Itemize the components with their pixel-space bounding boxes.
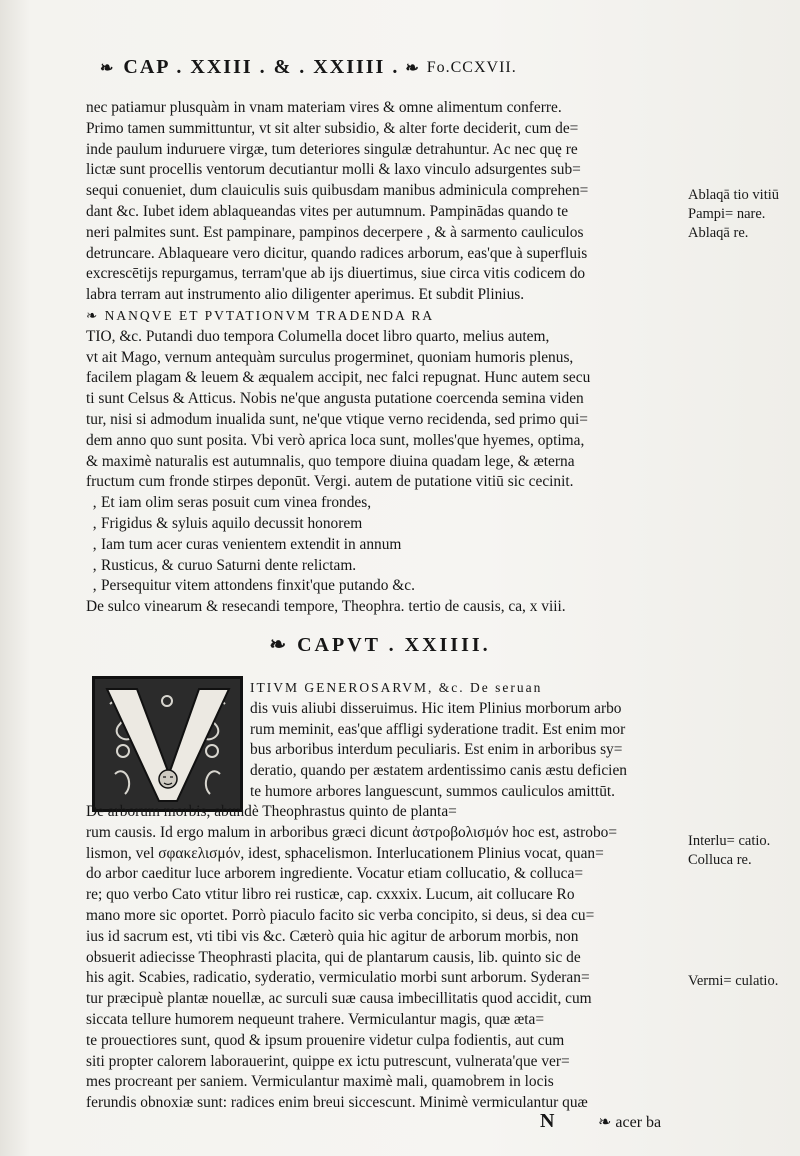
- text-line: excrescētijs repurgamus, terram'que ab ijs diuertimus, siue circa vitis codicem do: [86, 265, 586, 283]
- text-line: bus arboribus interdum peculiaris. Est enim in arboribus sy=: [250, 741, 623, 759]
- text-line: mano more sic oportet. Porrò piaculo facito sic verba concipito, si deus, si dea cu=: [86, 906, 595, 924]
- text-line: ‚ Iam tum acer curas venientem extendit in annum: [92, 535, 402, 553]
- text-line: lismon, vel σφακελισμόν, idest, sphacelismon. Interlucationem Plinius vocat, quan=: [86, 844, 604, 862]
- text-block-chapter-24-opening: [250, 678, 678, 803]
- text-line: ti sunt Celsus & Atticus. Nobis ne'que angusta putatione coercenda semina viden: [86, 390, 584, 408]
- decorated-initial-v: [92, 676, 243, 812]
- text-line: nec patiamur plusquàm in vnam materiam vires & omne alimentum conferre.: [86, 99, 562, 116]
- text-line: ITIVM GENEROSARVM, &c. De seruan: [250, 680, 543, 695]
- text-line: ‚ Et iam olim seras posuit cum vinea frondes,: [92, 494, 372, 512]
- marginal-note-interlucatio: Interlu= catio. Colluca re.: [688, 833, 771, 868]
- text-line: Primo tamen summittuntur, vt sit alter subsidio, & alter forte deciderit, cum de=: [86, 119, 579, 137]
- chapter-fleuron: ❧: [269, 634, 290, 656]
- initial-v-woodcut: [95, 679, 240, 809]
- text-line: deratio, quando per æstatem ardentissimo canis æstu deficien: [250, 762, 627, 780]
- text-line: ‚ Frigidus & syluis aquilo decussit honorem: [92, 514, 363, 532]
- text-line: sequi conueniet, dum clauiculis suis quibusdam manibus adminicula comprehen=: [86, 182, 589, 200]
- text-line: do arbor caeditur luce arborem ingrediente. Vocatur etiam collucatio, & colluca=: [86, 865, 583, 883]
- text-line: De sulco vinearum & resecandi tempore, Theophra. tertio de causis, ca, x viii.: [86, 598, 566, 616]
- text-line: tur, nisi si admodum inualida sunt, ne'que vtique verno recidenda, sed primo qui=: [86, 410, 588, 428]
- text-line: te humore arbores languescunt, summos cauliculos amittūt.: [250, 782, 616, 800]
- chapter-heading: [100, 632, 660, 657]
- header-title: CAP . XXIII . & . XXIIII .: [123, 56, 400, 78]
- text-line: his agit. Scabies, radicatio, syderatio, vermiculatio morbi sunt arborum. Syderan=: [86, 969, 590, 987]
- text-line: te prouectiores sunt, quod & ipsum prouenire videtur culpa fodientis, aut cum: [86, 1031, 565, 1049]
- marginal-note-vermiculatio: Vermi= culatio.: [688, 973, 779, 989]
- text-line: ‚ Persequitur vitem attondens finxit'que putando &c.: [92, 577, 415, 595]
- text-line: facilem plagam & leuem & æqualem accipit, nec falci repugnat. Hunc autem secu: [86, 369, 591, 387]
- signature-mark: N: [540, 1110, 555, 1132]
- text-block-chapter-24: [86, 802, 678, 1114]
- running-header: [100, 56, 690, 79]
- text-block-chapter-23: [86, 98, 678, 618]
- text-line: obsuerit adiecisse Theophrasti placita, qui de plantarum causis, lib. quinto sic de: [86, 948, 581, 966]
- text-line: lictæ sunt procellis ventorum decutiantur molli & laxo vinculo adsurgentes sub=: [86, 161, 581, 179]
- catchword: [598, 1112, 661, 1132]
- text-line: detruncare. Ablaqueare vero dicitur, quando radices arborum, eas'que à superfluis: [86, 244, 588, 262]
- marginal-note-ablaqueatio: Ablaqā tio vitiū Pampi= nare. Ablaqā re.: [688, 187, 780, 241]
- text-line: siccata tellure humorem nequeunt trahere. Vermiculantur magis, quæ æta=: [86, 1010, 544, 1028]
- catchword-text: acer ba: [615, 1114, 662, 1131]
- text-line: ius id sacrum est, vti tibi vis &c. Cæterò quia hic agitur de arborum morbis, non: [86, 927, 579, 945]
- text-line: rum causis. Id ergo malum in arboribus græci dicunt ἀστροβολισμόν hoc est, astrobo=: [86, 823, 618, 841]
- text-line: tur præcipuè plantæ nouellæ, ac surculi suæ causa imbecillitatis quod accidit, cum: [86, 990, 592, 1008]
- text-line: neri palmites sunt. Est pampinare, pampinos decerpere , & à sarmento cauliculos: [86, 223, 584, 241]
- text-line: fructum cum fronde stirpes deponūt. Vergi. autem de putatione vitiū sic cecinit.: [86, 473, 574, 491]
- catchword-fleuron: ❧: [598, 1114, 612, 1131]
- text-line: dant &c. Iubet idem ablaqueandas vites per autumnum. Pampinādas quando te: [86, 202, 569, 220]
- text-line: mes procreant per saniem. Vermiculantur maximè mali, quamobrem in locis: [86, 1073, 554, 1091]
- fleuron-ornament-left: ❧: [100, 59, 116, 77]
- text-line: TIO, &c. Putandi duo tempora Columella docet libro quarto, melius autem,: [86, 327, 550, 345]
- text-line: vt ait Mago, vernum antequàm surculus progerminet, quoniam humoris plenus,: [86, 348, 574, 366]
- text-line: rum meminit, eas'que affligi syderatione tradit. Est enim mor: [250, 720, 626, 738]
- folio-number: Fo.CCXVII.: [426, 58, 517, 76]
- text-line: labra terram aut instrumento alio diligenter aperimus. Et subdit Plinius.: [86, 286, 525, 304]
- text-line: De arborum morbis, abundè Theophrastus quinto de planta=: [86, 803, 457, 820]
- text-line: inde paulum induruere virgæ, tum deteriores singulæ detrahuntur. Ac nec quę re: [86, 140, 578, 158]
- text-line: & maximè naturalis est autumnalis, quo tempore diuina quadam lege, & æterna: [86, 452, 575, 470]
- fleuron-ornament-right: ❧: [405, 59, 421, 77]
- text-line: re; quo verbo Cato vtitur libro rei rusticæ, cap. cxxxix. Lucum, ait collucare Ro: [86, 886, 575, 904]
- chapter-title: CAPVT . XXIIII.: [297, 634, 491, 656]
- text-line: siti propter calorem laborauerint, quippe ex ictu putrescunt, vulnerata'que ver=: [86, 1052, 570, 1070]
- text-line: ‚ Rusticus, & curuo Saturni dente relictam.: [92, 556, 357, 574]
- text-line: dis vuis aliubi disseruimus. Hic item Plinius morborum arbo: [250, 699, 622, 717]
- text-line: ferundis obnoxiæ sunt: radices enim breui siccescunt. Minimè vermiculantur quæ: [86, 1094, 588, 1112]
- text-line: dem anno quo sunt posita. Vbi verò aprica loca sunt, molles'que hyemes, optima,: [86, 431, 585, 449]
- text-line: ❧ NANQVE ET PVTATIONVM TRADENDA RA: [86, 307, 435, 323]
